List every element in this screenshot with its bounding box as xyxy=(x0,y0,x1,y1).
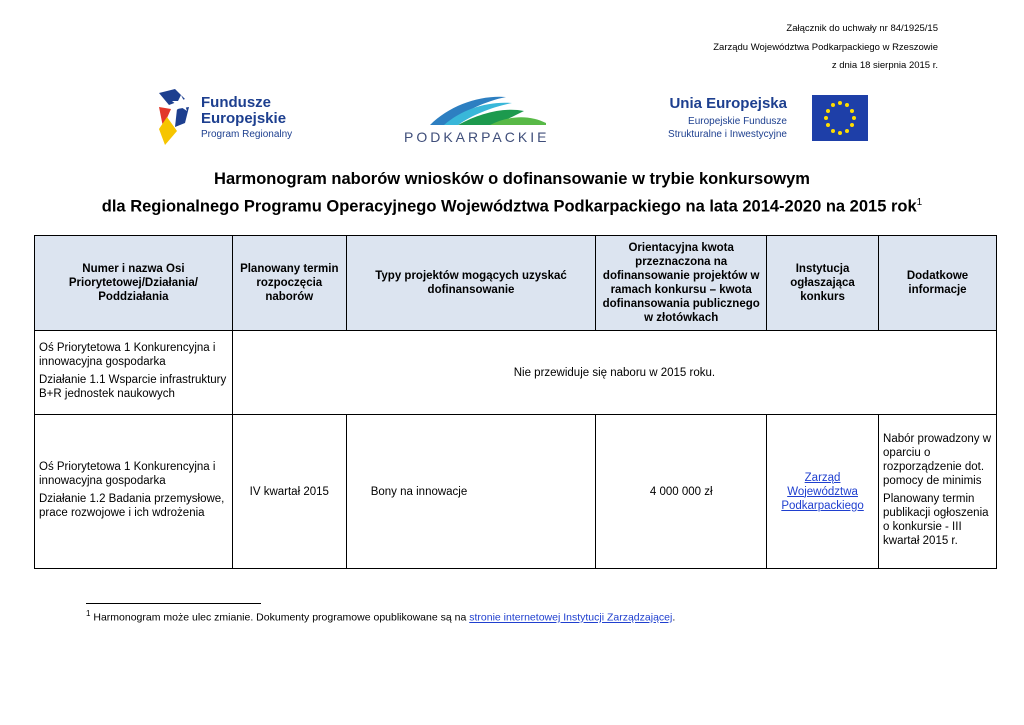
fe-logo-line-3: Program Regionalny xyxy=(201,129,293,140)
institution-link[interactable]: Zarząd Województwa Podkarpackiego xyxy=(781,471,864,512)
row1-axis-cell xyxy=(35,331,233,415)
podkarpackie-logo-text: PODKARPACKIE xyxy=(404,129,550,145)
row2-action: Działanie 1.2 Badania przemysłowe, prace rozwojowe i ich wdrożenia xyxy=(39,492,225,519)
footnote-text: Harmonogram może ulec zmianie. Dokumenty programowe opublikowane są na xyxy=(93,611,467,624)
eu-flag-icon xyxy=(812,95,868,141)
attachment-line-2: Zarządu Województwa Podkarpackiego w Rzeszowie xyxy=(713,41,938,53)
schedule-table xyxy=(34,235,997,569)
header-additional-info: Dodatkowe informacje xyxy=(879,236,997,331)
podkarpackie-icon xyxy=(400,93,560,129)
document-title xyxy=(0,168,1024,219)
fe-logo-line-1: Fundusze xyxy=(201,94,271,111)
fe-logo-line-2: Europejskie xyxy=(201,110,287,127)
ue-logo-line-2: Europejskie Fundusze xyxy=(688,116,787,127)
table-row xyxy=(35,415,997,569)
table-header-row xyxy=(35,236,997,331)
row1-axis: Oś Priorytetowa 1 Konkurencyjna i innowacyjna gospodarka xyxy=(39,341,216,368)
footnote-divider xyxy=(86,603,261,604)
title-line-2-text: dla Regionalnego Programu Operacyjnego Województwa Podkarpackiego na lata 2014-2020 na 2015 rok xyxy=(101,197,917,216)
row2-amount: 4 000 000 zł xyxy=(596,415,767,569)
header-term: Planowany termin rozpoczęcia naborów xyxy=(232,236,346,331)
header-institution: Instytucja ogłaszająca konkurs xyxy=(767,236,879,331)
table-row xyxy=(35,331,997,415)
title-footnote-ref: 1 xyxy=(916,197,923,208)
row1-no-recruitment: Nie przewiduje się naboru w 2015 roku. xyxy=(232,331,996,415)
row2-axis-cell xyxy=(35,415,233,569)
fundusze-europejskie-logo xyxy=(157,87,307,147)
row2-term: IV kwartał 2015 xyxy=(232,415,346,569)
footnote xyxy=(86,609,675,624)
ue-logo-line-3: Strukturalne i Inwestycyjne xyxy=(668,129,787,140)
fundusze-europejskie-icon xyxy=(157,87,197,147)
header-amount: Orientacyjna kwota przeznaczona na dofinansowanie projektów w ramach konkursu – kwota dofinansowania publicznego w złotówkach xyxy=(596,236,767,331)
row2-institution-cell xyxy=(767,415,879,569)
row2-axis: Oś Priorytetowa 1 Konkurencyjna i innowacyjna gospodarka xyxy=(39,460,216,487)
row1-action: Działanie 1.1 Wsparcie infrastruktury B+R jednostek naukowych xyxy=(39,373,227,400)
ue-logo-line-1: Unia Europejska xyxy=(669,95,787,112)
footnote-number: 1 xyxy=(86,609,91,618)
attachment-line-3: z dnia 18 sierpnia 2015 r. xyxy=(831,60,938,71)
header-axis: Numer i nazwa Osi Priorytetowej/Działania/ Poddziałania xyxy=(35,236,233,331)
attachment-line-1: Załącznik do uchwały nr 84/1925/15 xyxy=(786,23,938,34)
podkarpackie-logo xyxy=(400,93,560,147)
attachment-note xyxy=(713,20,938,76)
footnote-end: . xyxy=(672,611,676,624)
title-line-1: Harmonogram naborów wniosków o dofinansowanie w trybie konkursowym xyxy=(214,170,810,188)
row2-info-cell xyxy=(879,415,997,569)
title-line-2 xyxy=(0,191,1024,219)
row2-info-2: Planowany termin publikacji ogłoszenia o konkursie - III kwartał 2015 r. xyxy=(883,492,989,547)
header-project-types: Typy projektów mogących uzyskać dofinansowanie xyxy=(346,236,596,331)
logo-bar xyxy=(0,85,1024,147)
footnote-link[interactable]: stronie internetowej Instytucji Zarządzającej xyxy=(469,611,673,624)
row2-info-1: Nabór prowadzony w oparciu o rozporządzenie dot. pomocy de minimis xyxy=(883,432,992,487)
unia-europejska-logo xyxy=(655,91,875,147)
row2-project-type: Bony na innowacje xyxy=(346,415,596,569)
